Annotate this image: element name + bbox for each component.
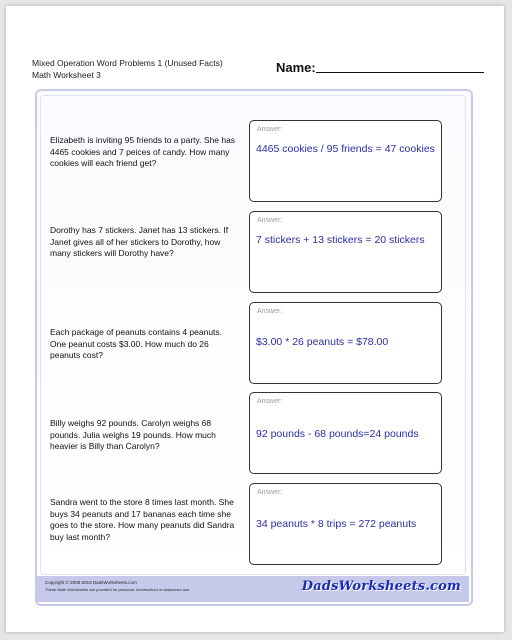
answer-box [249, 392, 442, 474]
answer-box [249, 302, 442, 384]
answer-label: Answer: [257, 217, 283, 224]
problem-question: Dorothy has 7 stickers. Janet has 13 stickers. If Janet gives all of her stickers to Dorothy, how many stickers will Dorothy have? [50, 225, 229, 258]
worksheet-title: Mixed Operation Word Problems 1 (Unused Facts) [32, 58, 223, 68]
answer-text: 34 peanuts * 8 trips = 272 peanuts [256, 518, 417, 530]
answer-text: 4465 cookies / 95 friends = 47 cookies [256, 143, 435, 155]
copyright-text: Copyright © 2008-2019 DadsWorksheets.com [45, 580, 137, 585]
answer-box [249, 120, 442, 202]
dadsworksheets-logo: DadsWorksheets.com [301, 579, 461, 594]
answer-box [249, 211, 442, 293]
usage-note: These Math Worksheets are provided for personal, homeschool or classroom use. [45, 587, 191, 592]
answer-text: 92 pounds - 68 pounds=24 pounds [256, 428, 419, 440]
answer-box [249, 483, 442, 565]
answer-label: Answer: [257, 126, 283, 133]
answer-text: $3.00 * 26 peanuts = $78.00 [256, 336, 389, 348]
name-label: Name: [276, 60, 316, 75]
answer-label: Answer: [257, 489, 283, 496]
problem-question: Billy weighs 92 pounds. Carolyn weighs 68 pounds. Julia weighs 19 pounds. How much heavier is Billy than Carolyn? [50, 418, 216, 451]
answer-label: Answer: [257, 308, 283, 315]
worksheet-subtitle: Math Worksheet 3 [32, 70, 101, 80]
worksheet-footer [35, 576, 469, 602]
problem-question: Each package of peanuts contains 4 peanuts. One peanut costs $3.00. How much do 26 peanuts cost? [50, 327, 223, 360]
answer-text: 7 stickers + 13 stickers = 20 stickers [256, 234, 425, 246]
name-line [316, 72, 484, 73]
problem-question: Elizabeth is inviting 95 friends to a party. She has 4465 cookies and 7 peices of candy. How many cookies will each friend get? [50, 135, 236, 168]
answer-label: Answer: [257, 398, 283, 405]
problem-question: Sandra went to the store 8 times last month. She buys 34 peanuts and 17 bananas each time she goes to the store. How many peanuts did Sandra buy last month? [50, 497, 235, 542]
